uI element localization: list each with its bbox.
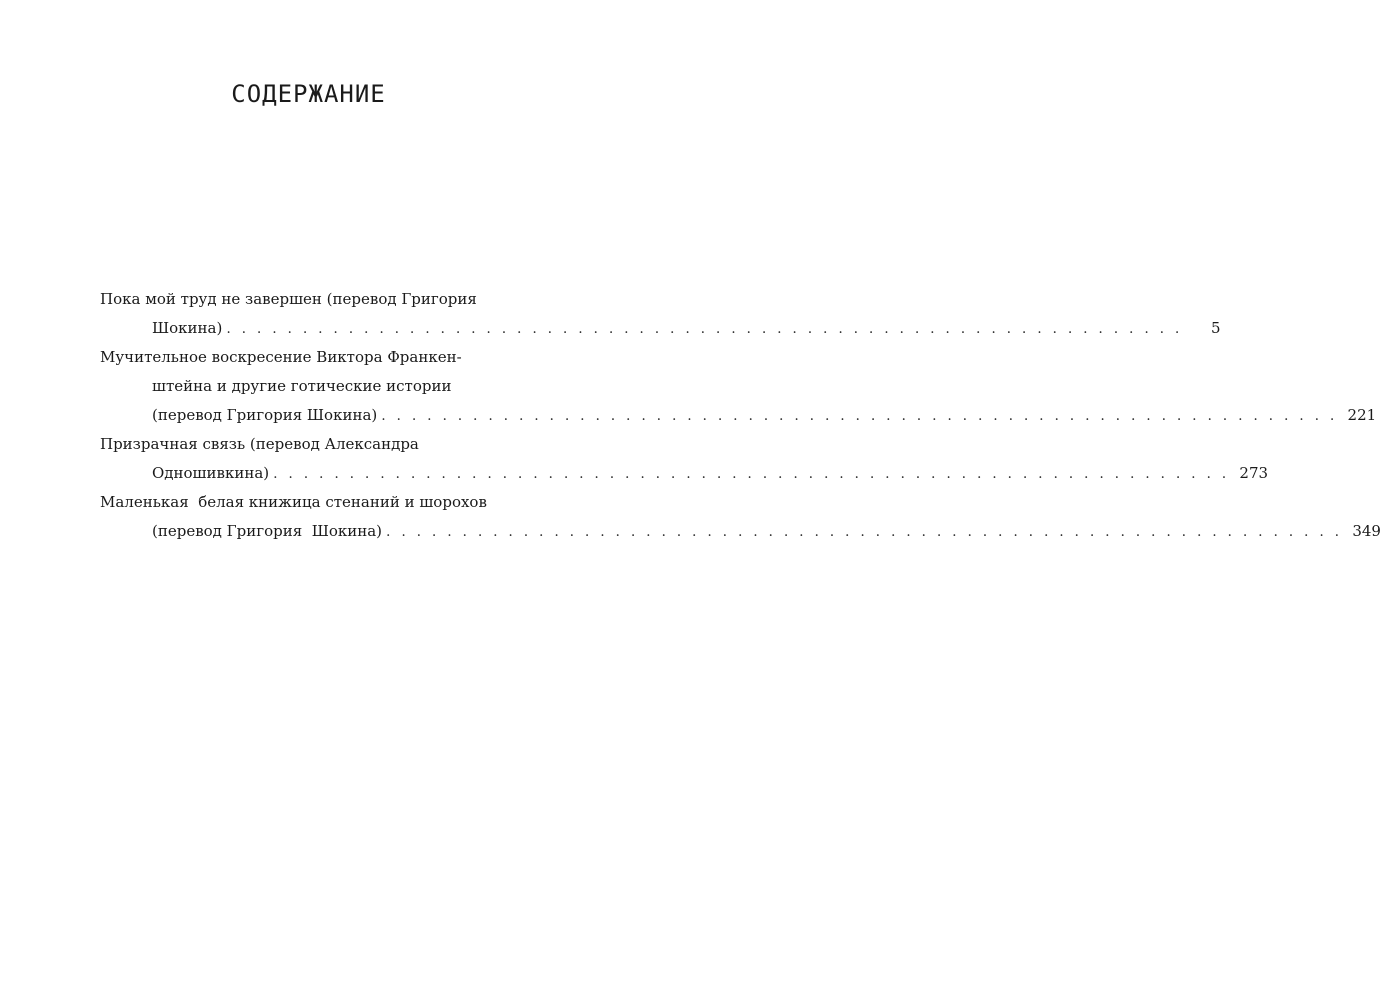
dot-leader: . . . . . . . . . . . . . . . . . . . . . . . . . . . . . . . . . . . . . . . . . . . . . . . . . . . . . . . . . . . . . . . <box>273 466 1230 482</box>
toc-entry-title-line: Шокина) <box>152 319 223 337</box>
toc-entry <box>100 343 1377 430</box>
toc-entry-title-line: Одношивкина) <box>152 464 270 482</box>
toc-entry-title-line: (перевод Григория Шокина) <box>152 406 378 424</box>
toc-entry-title-line: штейна и другие готические истории <box>152 377 452 395</box>
toc-entry <box>100 285 1221 343</box>
page-number: 273 <box>1239 464 1269 482</box>
table-of-contents <box>100 285 1381 546</box>
page-number: 221 <box>1347 406 1377 424</box>
page-number: 349 <box>1352 522 1381 540</box>
toc-entry <box>100 430 1269 488</box>
toc-entry-title-line: Пока мой труд не завершен (перевод Григория <box>100 290 477 308</box>
toc-entry-title-line: Маленькая белая книжица стенаний и шорохов <box>100 493 487 511</box>
toc-entry <box>100 488 1381 546</box>
dot-leader: . . . . . . . . . . . . . . . . . . . . . . . . . . . . . . . . . . . . . . . . . . . . . . . . . . . . . . . . . . . . . . . <box>381 408 1338 424</box>
toc-entry-title-line: Призрачная связь (перевод Александра <box>100 435 419 453</box>
toc-entry-title-line: (перевод Григория Шокина) <box>152 522 383 540</box>
page-title: СОДЕРЖАНИЕ <box>231 80 386 108</box>
toc-entry-title-line: Мучительное воскресение Виктора Франкен- <box>100 348 462 366</box>
dot-leader: . . . . . . . . . . . . . . . . . . . . . . . . . . . . . . . . . . . . . . . . . . . . . . . . . . . . . . . . . . . . . . . <box>386 524 1343 540</box>
dot-leader: . . . . . . . . . . . . . . . . . . . . . . . . . . . . . . . . . . . . . . . . . . . . . . . . . . . . . . . . . . . . . . . <box>226 321 1183 337</box>
page-number: 5 <box>1211 319 1221 337</box>
